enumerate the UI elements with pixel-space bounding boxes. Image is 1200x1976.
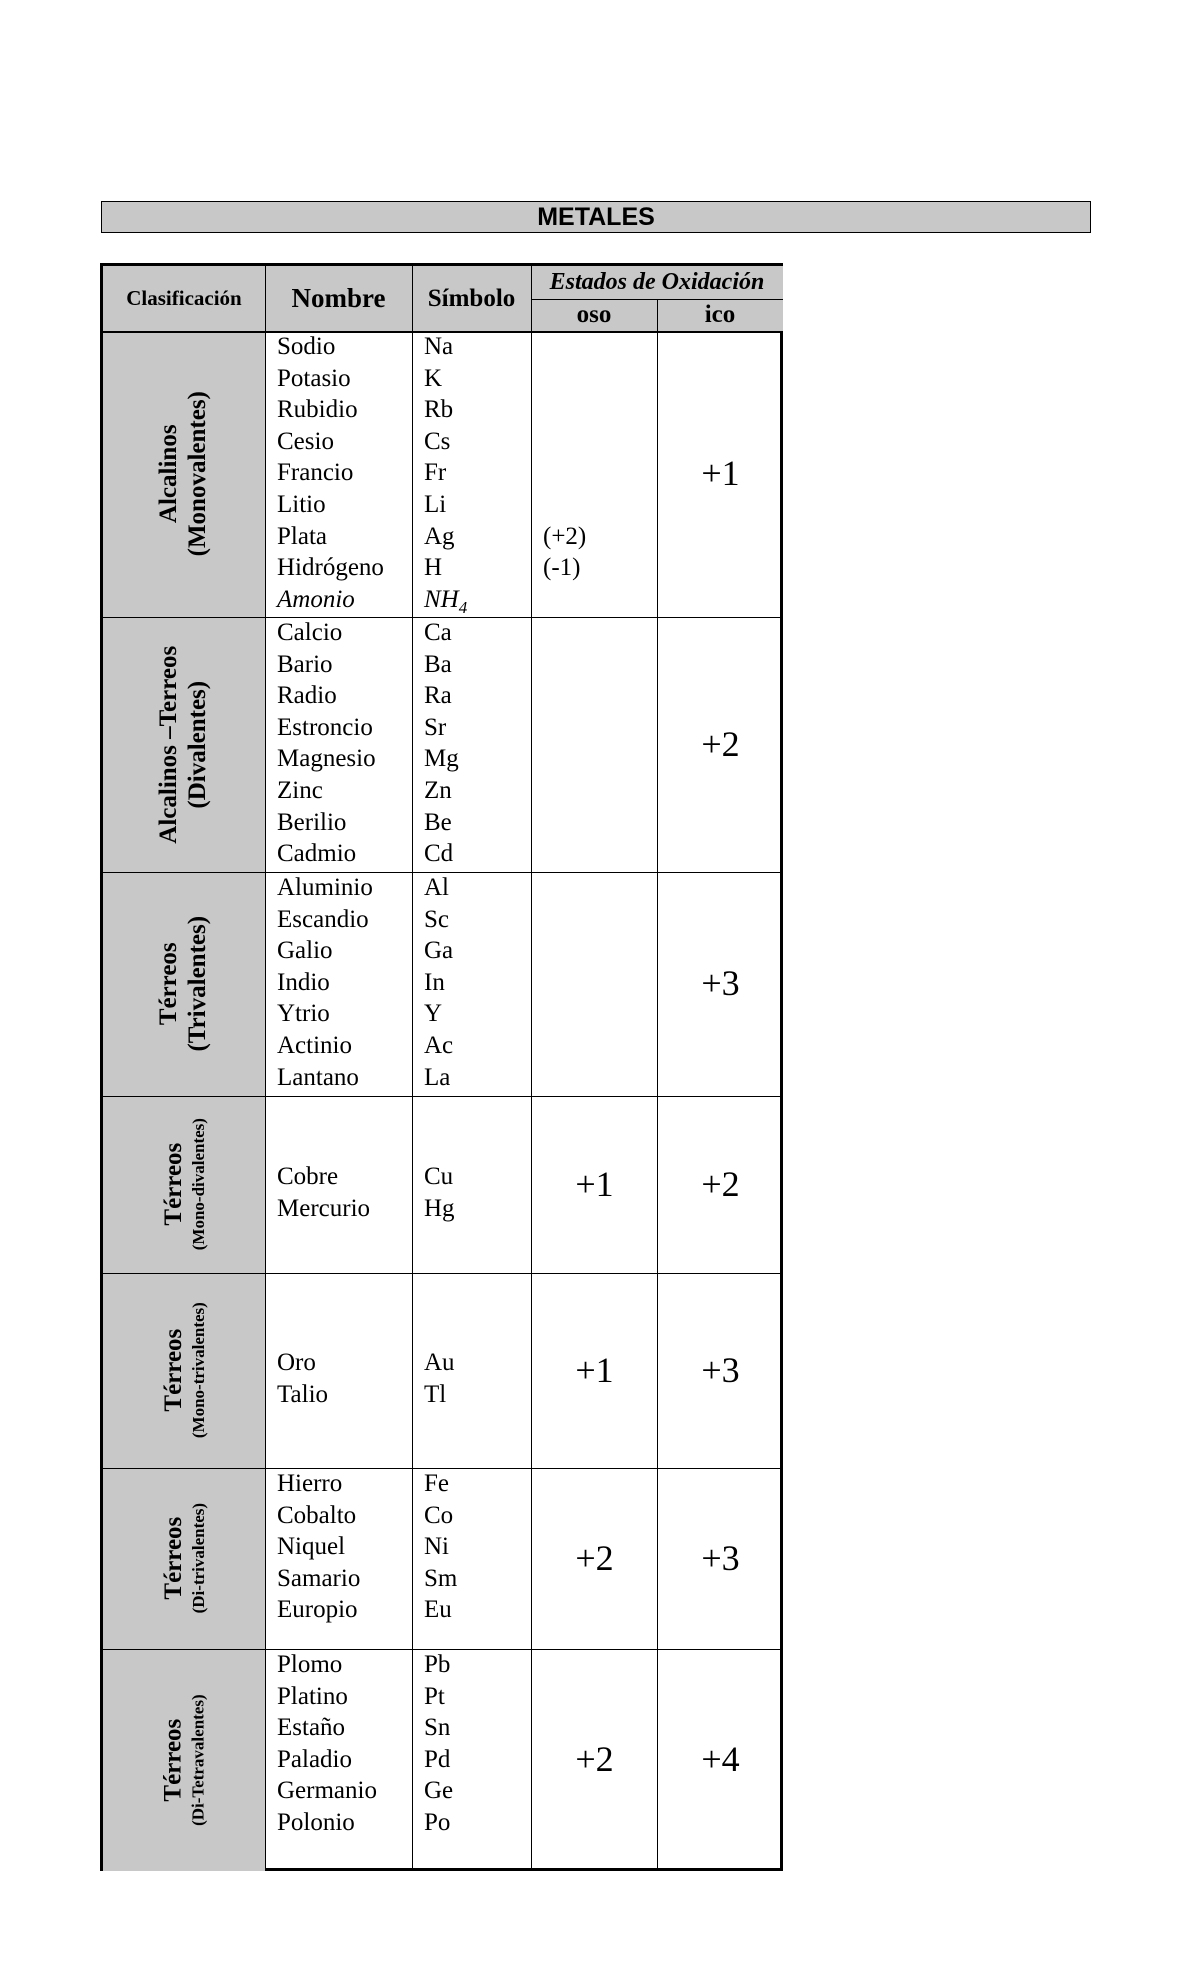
symbol-text: Pb	[424, 1651, 451, 1678]
element-symbols	[424, 872, 453, 1093]
element-name: Galio	[277, 937, 333, 965]
symbol-text: Y	[424, 1000, 443, 1028]
element-name: Lantano	[277, 1063, 359, 1091]
symbol-text: Fr	[424, 459, 447, 487]
classification-sub: (Trivalentes)	[183, 916, 211, 1052]
symbol-text: Sr	[424, 713, 447, 741]
element-name: Berilio	[277, 808, 347, 836]
element-symbol	[424, 680, 459, 712]
element-name: Potasio	[277, 364, 351, 392]
element-symbol	[424, 1500, 457, 1532]
symbol-text: Ac	[424, 1031, 454, 1059]
oso-state: +2	[575, 1739, 614, 1779]
element-name: Escandio	[277, 905, 369, 933]
element-name: Litio	[277, 490, 326, 518]
symbol-text: Sm	[424, 1564, 458, 1592]
symbol-text: Ga	[424, 937, 454, 965]
symbol-text: Eu	[424, 1596, 452, 1624]
element-name: Europio	[277, 1596, 358, 1624]
element-symbol	[424, 552, 467, 584]
row-separator	[103, 1273, 783, 1274]
element-name: Cesio	[277, 427, 334, 455]
element-symbol	[424, 1468, 457, 1500]
element-symbol	[424, 1379, 455, 1411]
element-names	[277, 617, 376, 870]
element-name: Polonio	[277, 1808, 355, 1836]
ico-state: +3	[701, 1537, 740, 1578]
element-name: Hidrógeno	[277, 554, 384, 582]
ico-state: +2	[701, 723, 740, 764]
element-name: Francio	[277, 459, 354, 487]
symbol-text: Cd	[424, 840, 454, 868]
symbol-text: Hg	[424, 1194, 455, 1222]
element-name: Plomo	[277, 1651, 343, 1678]
element-symbol	[424, 935, 453, 967]
classification-label	[103, 617, 265, 872]
element-symbol	[424, 394, 467, 426]
element-symbol	[424, 998, 453, 1030]
oso-state: +1	[575, 1349, 614, 1390]
element-symbol	[424, 1062, 453, 1094]
header-estados: Estados de Oxidación	[549, 269, 765, 295]
element-name: Actinio	[277, 1031, 352, 1059]
classification-main: Alcalinos –Terreos	[155, 645, 183, 844]
element-symbol	[424, 649, 459, 681]
element-symbol	[424, 967, 453, 999]
element-symbol	[424, 1807, 453, 1839]
symbol-text: Rb	[424, 396, 454, 424]
symbol-text: Pt	[424, 1682, 445, 1710]
ico-state: +2	[701, 1163, 740, 1204]
classification-sub: (Mono-divalentes)	[188, 1118, 208, 1251]
element-symbol	[424, 426, 467, 458]
header-clasificacion: Clasificación	[126, 286, 242, 310]
symbol-text: Po	[424, 1808, 451, 1836]
symbol-text: Co	[424, 1501, 454, 1529]
classification-main: Térreos	[159, 1143, 187, 1226]
symbol-text: Ra	[424, 682, 452, 710]
element-name: Calcio	[277, 619, 343, 646]
element-symbol	[424, 1347, 455, 1379]
oso-state: +2	[575, 1537, 614, 1578]
ico-state: +3	[701, 963, 740, 1003]
element-name: Estroncio	[277, 713, 373, 741]
symbol-text: Sn	[424, 1714, 451, 1742]
element-name: Rubidio	[277, 396, 358, 424]
col-line	[265, 266, 266, 1871]
element-symbols	[424, 1649, 453, 1839]
classification-main: Térreos	[159, 1329, 187, 1412]
symbol-text: Zn	[424, 776, 452, 804]
element-name: Ytrio	[277, 1000, 330, 1028]
element-symbol	[424, 1775, 453, 1807]
element-name: Germanio	[277, 1777, 377, 1805]
element-names	[277, 1649, 377, 1839]
symbol-text: In	[424, 968, 445, 996]
element-symbol	[424, 1681, 453, 1713]
symbol-text: Mg	[424, 745, 459, 773]
element-name: Amonio	[277, 585, 355, 613]
header-oso: oso	[576, 301, 612, 328]
element-symbols	[424, 331, 467, 623]
element-symbol	[424, 807, 459, 839]
element-names	[277, 1347, 328, 1410]
element-symbol	[424, 521, 467, 553]
element-oso-state: (+2)	[543, 522, 587, 550]
element-symbol	[424, 1531, 457, 1563]
classification-main: Térreos	[159, 1718, 187, 1802]
classification-main: Térreos	[159, 1517, 187, 1600]
element-name: Paladio	[277, 1745, 352, 1773]
col-line	[412, 266, 413, 1871]
element-symbol	[424, 1712, 453, 1744]
classification-sub: (Di-trivalentes)	[188, 1503, 208, 1614]
element-name: Aluminio	[277, 874, 373, 901]
element-name: Samario	[277, 1564, 361, 1592]
header-simbolo: Símbolo	[427, 284, 516, 312]
element-name: Hierro	[277, 1470, 343, 1497]
element-name: Mercurio	[277, 1194, 371, 1222]
symbol-text: Ge	[424, 1777, 454, 1805]
element-name: Plata	[277, 522, 327, 550]
symbol-text: Cs	[424, 427, 451, 455]
row-separator	[103, 1468, 783, 1469]
element-symbol	[424, 1594, 457, 1626]
element-name: Niquel	[277, 1533, 346, 1561]
element-symbol	[424, 1563, 457, 1595]
symbol-text: Ag	[424, 522, 455, 550]
symbol-text: Ni	[424, 1533, 449, 1561]
row-separator	[103, 872, 783, 873]
element-name: Indio	[277, 968, 330, 996]
element-symbols	[424, 1347, 455, 1410]
classification-label	[103, 1096, 265, 1273]
row-separator	[103, 617, 783, 618]
classification-label	[103, 872, 265, 1096]
element-names	[277, 1468, 360, 1626]
element-symbol	[424, 1030, 453, 1062]
element-name: Estaño	[277, 1714, 346, 1742]
metals-table	[100, 263, 783, 1871]
row-separator	[103, 1649, 783, 1650]
classification-label	[103, 1273, 265, 1468]
element-name: Sodio	[277, 333, 336, 360]
element-symbol	[424, 1161, 455, 1193]
element-names	[277, 872, 373, 1093]
element-name: Cadmio	[277, 840, 357, 868]
symbol-text: La	[424, 1063, 451, 1091]
symbol-text: Al	[424, 874, 449, 901]
element-names	[277, 1161, 370, 1224]
symbol-text: Be	[424, 808, 452, 836]
header-bottom-line	[103, 331, 783, 333]
element-names	[277, 331, 384, 615]
classification-sub: (Di-Tetravalentes)	[188, 1694, 208, 1826]
symbol-text: Na	[424, 333, 454, 360]
classification-sub: (Mono-trivalentes)	[188, 1302, 208, 1439]
element-symbol	[424, 1744, 453, 1776]
element-name: Talio	[277, 1380, 329, 1408]
element-oso-state: (-1)	[543, 554, 581, 582]
element-symbols	[424, 1161, 455, 1224]
symbol-text: Ba	[424, 650, 452, 678]
element-symbols	[424, 1468, 457, 1626]
element-symbol	[424, 904, 453, 936]
element-name: Bario	[277, 650, 333, 678]
symbol-text: Sc	[424, 905, 449, 933]
col-line	[657, 299, 658, 1871]
element-symbol	[424, 457, 467, 489]
symbol-text: Ca	[424, 619, 452, 646]
classification-main: Térreos	[155, 942, 183, 1026]
element-symbol	[424, 617, 459, 649]
symbol-text: Fe	[424, 1470, 449, 1497]
ico-state: +3	[701, 1349, 740, 1390]
symbol-text: Pd	[424, 1745, 451, 1773]
element-symbol	[424, 1649, 453, 1681]
element-symbol	[424, 872, 453, 904]
page-title: METALES	[101, 201, 1091, 233]
element-symbol	[424, 363, 467, 395]
element-symbol	[424, 775, 459, 807]
element-symbol	[424, 1193, 455, 1225]
element-name: Oro	[277, 1349, 316, 1376]
oso-state: +1	[575, 1163, 614, 1204]
row-separator	[103, 1096, 783, 1097]
element-symbol	[424, 489, 467, 521]
element-name: Radio	[277, 682, 337, 710]
symbol-text: NH	[424, 585, 459, 613]
element-symbol	[424, 331, 467, 363]
element-name: Cobalto	[277, 1501, 357, 1529]
element-symbol	[424, 743, 459, 775]
element-name: Zinc	[277, 776, 323, 804]
symbol-subscript: 4	[458, 597, 468, 617]
element-name: Cobre	[277, 1163, 339, 1190]
element-name: Magnesio	[277, 745, 376, 773]
header-ico: ico	[704, 301, 736, 328]
element-name: Platino	[277, 1682, 348, 1710]
element-symbol	[424, 712, 459, 744]
element-symbols	[424, 617, 459, 870]
classification-main: Alcalinos	[155, 424, 183, 524]
col-line	[531, 266, 532, 1871]
symbol-text: Au	[424, 1349, 455, 1376]
symbol-text: Tl	[424, 1380, 447, 1408]
classification-label	[103, 331, 265, 617]
symbol-text: Li	[424, 490, 447, 518]
header-nombre: Nombre	[291, 283, 386, 313]
classification-label	[103, 1468, 265, 1649]
symbol-text: H	[424, 554, 443, 582]
element-symbol	[424, 838, 459, 870]
ico-state: +4	[701, 1739, 740, 1779]
symbol-text: Cu	[424, 1163, 454, 1190]
classification-sub: (Divalentes)	[184, 680, 212, 809]
symbol-text: K	[424, 364, 443, 392]
classification-label	[103, 1649, 265, 1871]
classification-sub: (Monovalentes)	[184, 391, 211, 557]
ico-state: +1	[701, 453, 740, 493]
